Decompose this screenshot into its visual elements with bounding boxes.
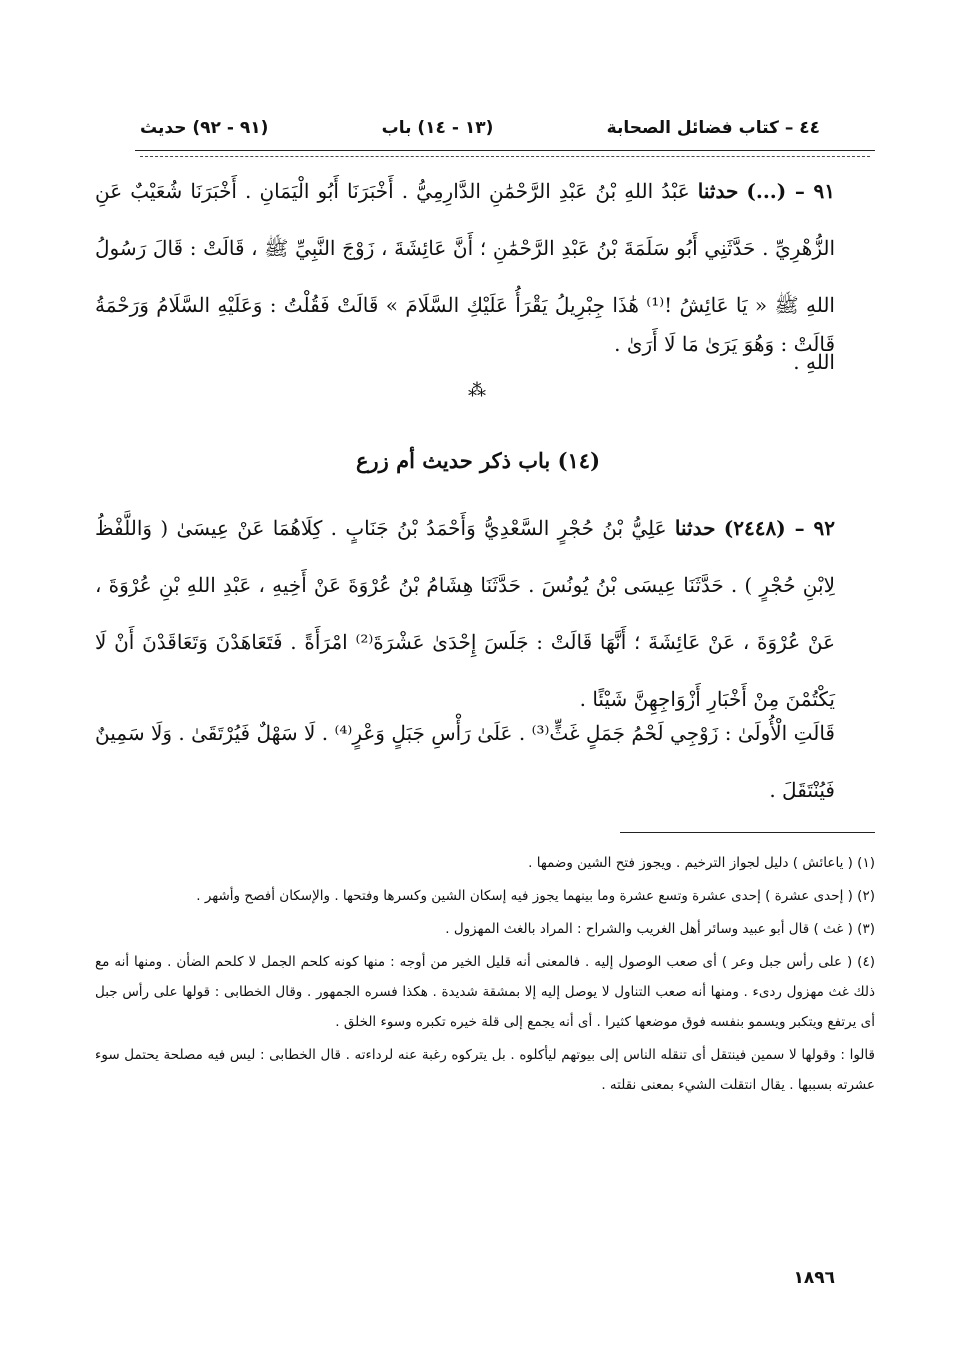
hadith-91-number: ٩١ – (...) (746, 179, 836, 203)
header-rule (135, 150, 875, 151)
hadith-91-tail: قَالَتْ : وَهُوَ يَرَىٰ مَا لَا أَرَىٰ . (614, 332, 835, 356)
footnote-2: (٢) ( إحدى عشرة ) إحدى عشرة وتسع عشرة وما بينهما يجوز فيه إسكان الشين وكسرها وفتحها . والإسكان أفصح وأشهر . (196, 888, 875, 904)
hadith-91-lead: حدثنا (697, 179, 739, 203)
hadith-91-text: عَبْدُ اللهِ بْنُ عَبْدِ الرَّحْمَٰنِ الدَّارِمِيُّ . أَخْبَرَنَا أَبُو الْيَمَانِ . أَخْبَرَنَا شُعَيْبٌ عَنِ الزُّهْرِيِّ . حَدَّثَنِي أَبُو سَلَمَةَ بْنُ عَبْدِ الرَّحْمَٰنِ ؛ أَنَّ عَائِشَةَ ، زَوْجَ النَّبِيِّ ﷺ ، قَالَتْ : قَالَ رَسُولُ اللهِ ﷺ « يَا عَائِشُ !⁽¹⁾ هَٰذَا جِبْرِيلُ يَقْرَأُ عَلَيْكِ السَّلَامَ » قَالَتْ فَقُلْتُ : وَعَلَيْهِ السَّلَامُ وَرَحْمَةُ اللهِ . (95, 179, 835, 374)
hadith-92-number: ٩٢ – (٢٤٤٨) (723, 516, 835, 540)
hadith-92 (95, 500, 835, 740)
header-hadith-range: (٩١ - ٩٢) حديث (140, 118, 269, 138)
hadith-92-text: عَلِيُّ بْنُ حُجْرٍ السَّعْدِيُّ وَأَحْمَدُ بْنُ جَنَابٍ . كِلَاهُمَا عَنْ عِيسَىٰ ( وَاللَّفْظُ لِابْنِ حُجْرٍ ) . حَدَّثَنَا عِيسَى بْنُ يُونُسَ . حَدَّثَنَا هِشَامُ بْنُ عُرْوَةَ عَنْ أَخِيهِ ، عَبْدِ اللهِ بْنِ عُرْوَةَ ، عَنْ عُرْوَةَ ، عَنْ عَائِشَةَ ؛ أَنَّهَا قَالَتْ : جَلَسَ إِحْدَىٰ عَشْرَةَ⁽²⁾ امْرَأَةً . فَتَعَاهَدْنَ وَتَعَاقَدْنَ أَنْ لَا يَكْتُمْنَ مِنْ أَخْبَارِ أَزْوَاجِهِنَّ شَيْئًا . (95, 516, 836, 711)
footnotes (95, 848, 875, 1100)
footnote-rule (620, 832, 875, 833)
footnote-4: (٤) ( على رأس جبل وعر ) أى صعب الوصول إليه . فالمعنى أنه قليل الخير من أوجه : منها كونه كلحم الجمل لا كلحم الضأن . ومنها أنه مع ذلك غث مهزول ردىء . ومنها أنه صعب التناول لا يوصل إليه إلا بمشقة شديدة . هكذا فسره الجمهور . وقال الخطابى : قولها على رأس جبل أى يرتفع ويتكبر ويسمو بنفسه فوق موضعها كثيرا . أى أنه يجمع إلى قلة خيره تكبره وسوء الخلق . (95, 954, 875, 1030)
chapter-title: (١٤) باب ذكر حديث أم زرع (355, 448, 601, 473)
running-header (140, 110, 820, 146)
footnote-continuation: قالوا : وقولها لا سمين فينتقل أى تنقله الناس إلى بيوتهم ليأكلوه . بل يتركوه رغبة عنه لرداءته . قال الخطابى : ليس فيه مصلحة يحتمل سوء عشرته بسببها . يقال انتقلت الشيء بمعنى نقلته . (95, 1047, 875, 1093)
hadith-92-lead: حدثنا (674, 516, 716, 540)
header-dashed-rule (140, 156, 870, 157)
header-chapter-range: (١٣ - ١٤) باب (381, 118, 494, 138)
header-book-title: ٤٤ – كتاب فضائل الصحابة (606, 118, 820, 138)
page-number: ١٨٩٦ (793, 1268, 835, 1288)
hadith-92-paragraph-2: قَالَتِ الْأُولَىٰ : زَوْجِي لَحْمُ جَمَلٍ غَثٍّ⁽³⁾ . عَلَىٰ رَأْسِ جَبَلٍ وَعْرٍ⁽⁴⁾ . لَا سَهْلٌ فَيُرْتَقَىٰ . وَلَا سَمِينٌ فَيُنْتَقَلَ . (95, 721, 835, 802)
footnote-1: (١) ( ياعائش ) دليل لجواز الترخيم . ويجوز فتح الشين وضمها . (528, 855, 875, 871)
section-separator: ⁂ (468, 380, 488, 401)
footnote-3: (٣) ( غث ) قال أبو عبيد وسائر أهل الغريب والشراح : المراد بالغث المهزول . (445, 921, 875, 937)
